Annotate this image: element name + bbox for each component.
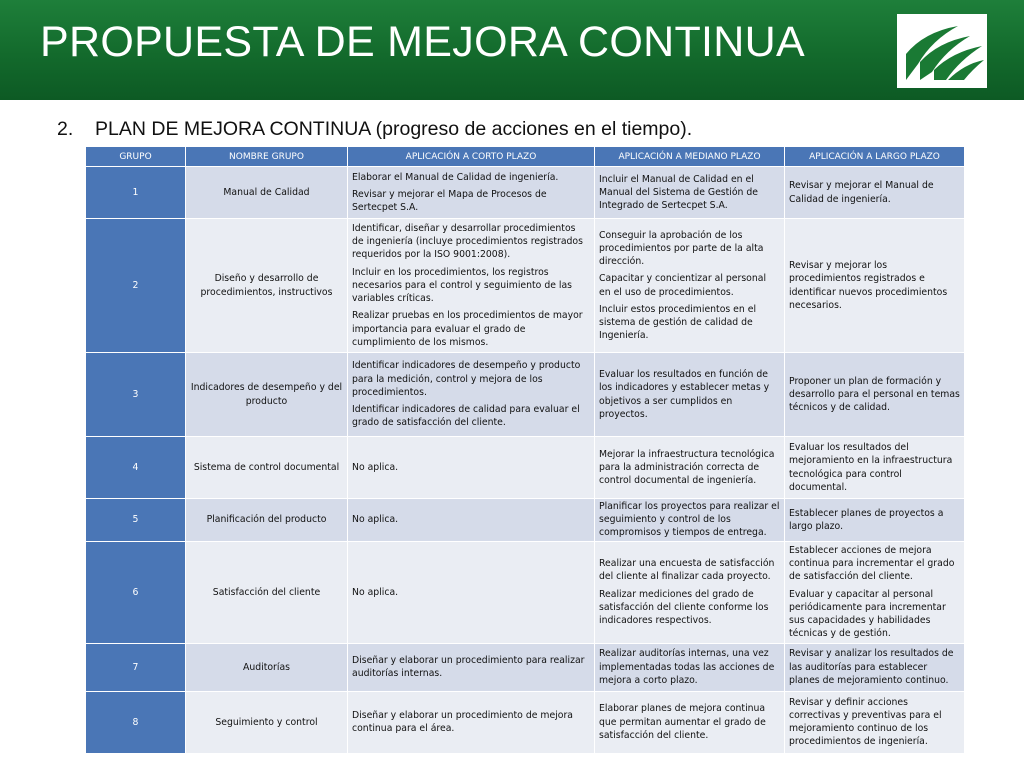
group-name: Satisfacción del cliente [186, 541, 348, 643]
long-term-cell [785, 643, 965, 691]
group-name: Seguimiento y control [186, 691, 348, 753]
column-header-nombre-grupo: NOMBRE GRUPO [186, 147, 348, 167]
improvement-plan-table [85, 146, 965, 754]
action-item: Incluir en los procedimientos, los registros necesarios para el control y seguimiento de las variables críticas. [352, 266, 573, 305]
group-number: 6 [86, 541, 186, 643]
column-header-largo-plazo: APLICACIÓN A LARGO PLAZO [785, 147, 965, 167]
action-item: Planificar los proyectos para realizar el seguimiento y control de los compromisos y tiempos de entrega. [599, 501, 780, 539]
table-row [86, 499, 965, 542]
group-name: Sistema de control documental [186, 437, 348, 499]
action-item: Identificar indicadores de calidad para evaluar el grado de satisfacción del cliente. [352, 404, 580, 429]
company-logo-icon [896, 10, 988, 90]
group-name: Diseño y desarrollo de procedimientos, instructivos [186, 219, 348, 353]
action-item: No aplica. [352, 461, 399, 473]
action-item: Identificar, diseñar y desarrollar procedimientos de ingeniería (incluye procedimientos registrados requeridos por la ISO 9001:2008). [352, 223, 583, 261]
short-term-cell [348, 499, 595, 542]
column-header-grupo: GRUPO [86, 147, 186, 167]
action-item: Establecer acciones de mejora continua para incrementar el grado de satisfacción del cliente. [789, 544, 955, 583]
action-item: Conseguir la aprobación de los procedimientos por parte de la alta dirección. [599, 229, 764, 268]
title-banner [0, 0, 1024, 100]
table-header-row [86, 147, 965, 167]
action-item: Evaluar y capacitar al personal periódicamente para incrementar sus capacidades y habilidades técnicas y de gestión. [789, 588, 946, 640]
table-row [86, 541, 965, 643]
section-heading [57, 118, 692, 141]
short-term-cell [348, 541, 595, 643]
group-name: Auditorías [186, 643, 348, 691]
long-term-cell [785, 353, 965, 437]
medium-term-cell [595, 643, 785, 691]
action-item: Evaluar los resultados en función de los indicadores y establecer metas y objetivos a ser cumplidos en proyectos. [599, 369, 770, 420]
action-item: No aplica. [352, 586, 399, 598]
group-number: 8 [86, 691, 186, 753]
short-term-cell [348, 691, 595, 753]
short-term-cell [348, 167, 595, 219]
medium-term-cell [595, 437, 785, 499]
group-number: 1 [86, 167, 186, 219]
table-row [86, 219, 965, 353]
group-name: Indicadores de desempeño y del producto [186, 353, 348, 437]
action-item: Establecer planes de proyectos a largo plazo. [789, 507, 944, 532]
action-item: Evaluar los resultados del mejoramiento en la infraestructura tecnológica para control documental. [789, 442, 953, 493]
table-row [86, 167, 965, 219]
long-term-cell [785, 499, 965, 542]
action-item: Capacitar y concientizar al personal en el uso de procedimientos. [599, 273, 767, 298]
action-item: Revisar y mejorar los procedimientos registrados e identificar nuevos procedimientos necesarios. [789, 260, 948, 311]
action-item: Revisar y analizar los resultados de las auditorías para establecer planes de mejoramiento continuo. [789, 648, 954, 686]
action-item: Diseñar y elaborar un procedimiento para realizar auditorías internas. [352, 654, 585, 680]
long-term-cell [785, 437, 965, 499]
table-row [86, 643, 965, 691]
short-term-cell [348, 219, 595, 353]
medium-term-cell [595, 499, 785, 542]
action-item: Incluir el Manual de Calidad en el Manual del Sistema de Gestión de Integrado de Sertecpet S.A. [599, 173, 759, 212]
action-item: Identificar indicadores de desempeño y producto para la medición, control y mejora de los procedimientos. [352, 360, 581, 398]
medium-term-cell [595, 691, 785, 753]
short-term-cell [348, 353, 595, 437]
action-item: Incluir estos procedimientos en el sistema de gestión de calidad de Ingeniería. [599, 303, 757, 342]
section-number: 2. [57, 118, 74, 140]
section-title: PLAN DE MEJORA CONTINUA (progreso de acciones en el tiempo). [95, 118, 693, 140]
action-item: No aplica. [352, 514, 399, 526]
group-number: 5 [86, 499, 186, 542]
short-term-cell [348, 643, 595, 691]
group-number: 2 [86, 219, 186, 353]
action-item: Revisar y mejorar el Mapa de Procesos de Sertecpet S.A. [352, 188, 547, 214]
long-term-cell [785, 219, 965, 353]
medium-term-cell [595, 219, 785, 353]
action-item: Elaborar planes de mejora continua que permitan aumentar el grado de satisfacción del cliente. [599, 703, 766, 741]
action-item: Realizar auditorías internas, una vez implementadas todas las acciones de mejora a corto plazo. [599, 648, 775, 686]
action-item: Realizar pruebas en los procedimientos de mayor importancia para evaluar el grado de cumplimiento de los mismos. [352, 310, 583, 348]
group-name: Manual de Calidad [186, 167, 348, 219]
long-term-cell [785, 167, 965, 219]
table-row [86, 691, 965, 753]
medium-term-cell [595, 353, 785, 437]
medium-term-cell [595, 541, 785, 643]
action-item: Realizar una encuesta de satisfacción del cliente al finalizar cada proyecto. [599, 558, 775, 583]
short-term-cell [348, 437, 595, 499]
table-row [86, 353, 965, 437]
action-item: Mejorar la infraestructura tecnológica para la administración correcta de control documental de ingeniería. [599, 448, 775, 487]
action-item: Revisar y mejorar el Manual de Calidad de ingeniería. [789, 180, 934, 205]
medium-term-cell [595, 167, 785, 219]
action-item: Proponer un plan de formación y desarrollo para el personal en temas técnicos y de calidad. [789, 375, 960, 414]
column-header-corto-plazo: APLICACIÓN A CORTO PLAZO [348, 147, 595, 167]
action-item: Diseñar y elaborar un procedimiento de mejora continua para el área. [352, 709, 573, 735]
action-item: Realizar mediciones del grado de satisfacción del cliente conforme los indicadores respectivos. [599, 588, 769, 626]
action-item: Revisar y definir acciones correctivas y preventivas para el mejoramiento continuo de los procedimientos de ingeniería. [789, 696, 942, 748]
group-number: 7 [86, 643, 186, 691]
long-term-cell [785, 691, 965, 753]
group-number: 3 [86, 353, 186, 437]
group-number: 4 [86, 437, 186, 499]
table-row [86, 437, 965, 499]
action-item: Elaborar el Manual de Calidad de ingeniería. [352, 171, 559, 183]
group-name: Planificación del producto [186, 499, 348, 542]
page-title: PROPUESTA DE MEJORA CONTINUA [40, 18, 805, 66]
long-term-cell [785, 541, 965, 643]
column-header-mediano-plazo: APLICACIÓN A MEDIANO PLAZO [595, 147, 785, 167]
